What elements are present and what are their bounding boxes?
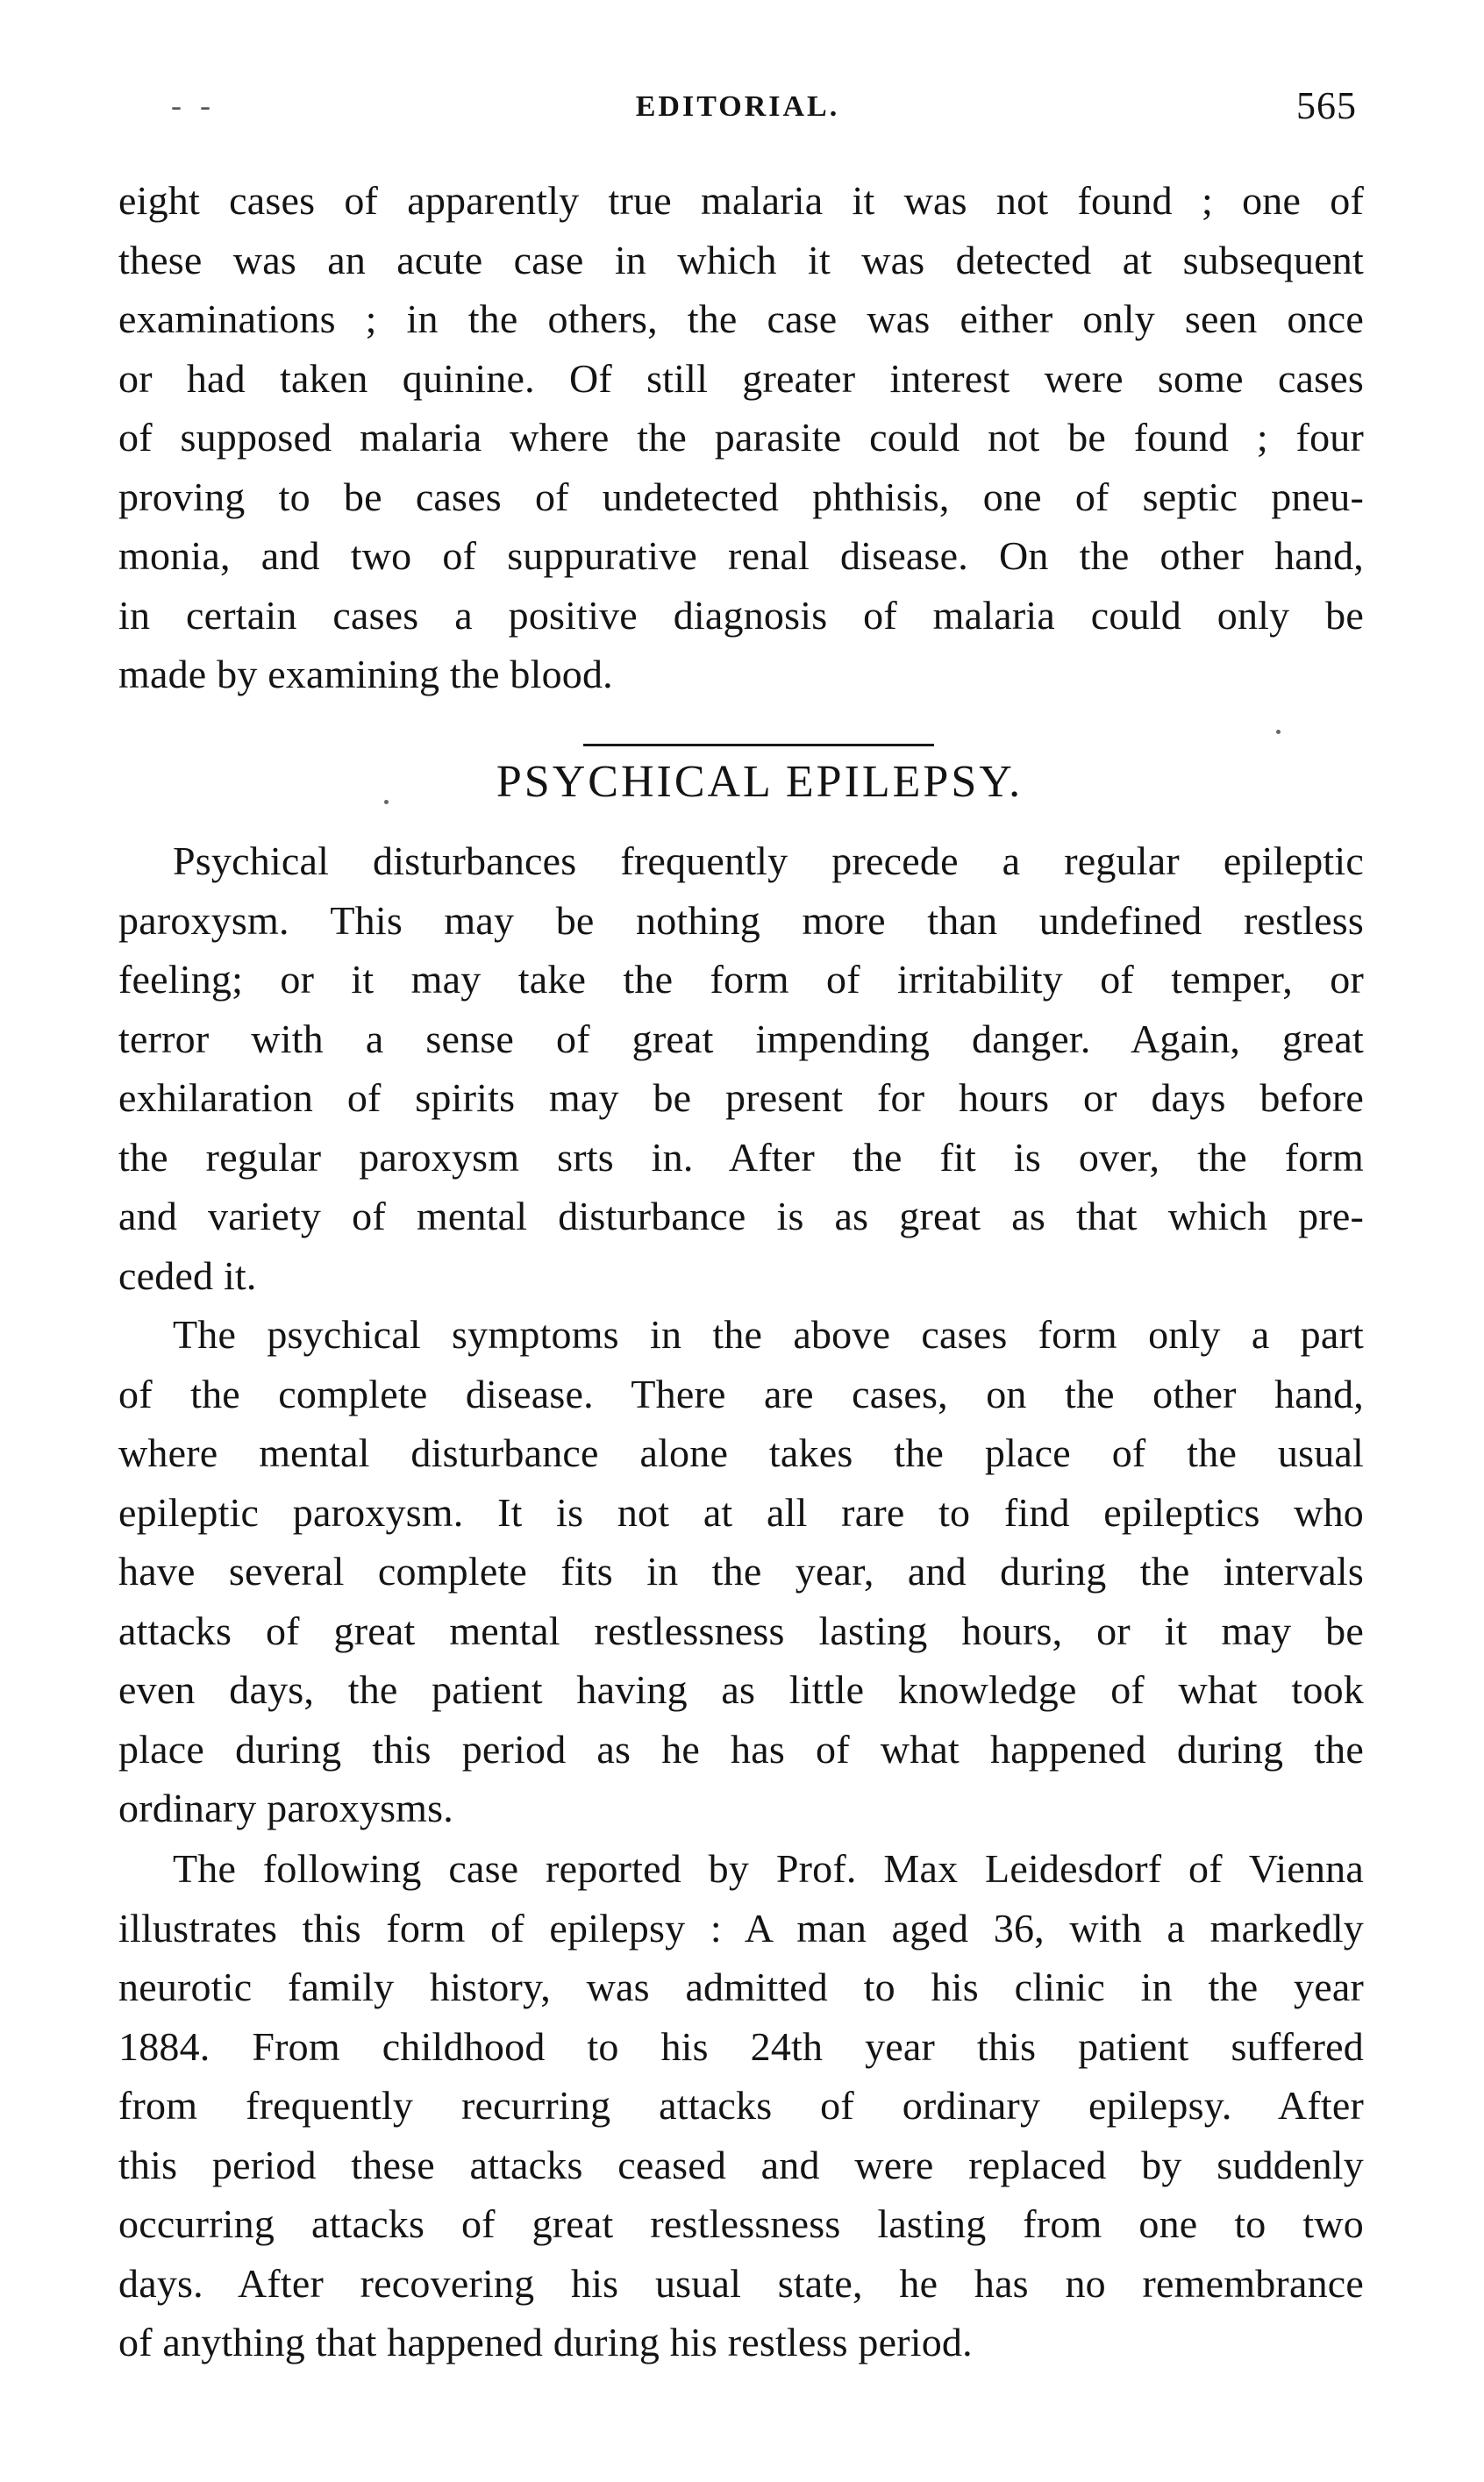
text-line: examinations ; in the others, the case was either only seen once [118,296,1364,341]
text-line: and variety of mental disturbance is as great as that which pre- [118,1194,1364,1238]
text-line: feeling; or it may take the form of irritability of temper, or [118,957,1364,1002]
paragraph [118,1305,1364,1838]
text-line: The following case reported by Prof. Max Leidesdorf of Vienna [173,1846,1364,1891]
text-line: neurotic family history, was admitted to his clinic in the year [118,1965,1364,2009]
text-line: have several complete fits in the year, and during the intervals [118,1549,1364,1594]
text-line: paroxysm. This may be nothing more than undefined restless [118,897,1364,943]
section-title: PSYCHICAL EPILEPSY. [496,757,1024,807]
text-line: even days, the patient having as little knowledge of what took [118,1667,1364,1712]
text-line: proving to be cases of undetected phthisis, one of septic pneu- [118,474,1364,519]
text-line: where mental disturbance alone takes the place of the usual [118,1430,1364,1475]
text-line: of the complete disease. There are cases, on the other hand, [118,1371,1364,1416]
section-divider [583,744,934,746]
continuation-paragraph [118,171,1364,704]
text-line: ceded it. [118,1252,257,1298]
text-line: days. After recovering his usual state, he has no remembrance [118,2260,1364,2306]
text-line: these was an acute case in which it was detected at subsequent [118,237,1364,282]
running-title: EDITORIAL. [635,90,840,123]
text-line: 1884. From childhood to his 24th year this patient suffered [118,2023,1364,2069]
text-line: the regular paroxysm srts in. After the fit is over, the form [118,1134,1364,1180]
text-line: illustrates this form of epilepsy : A man aged 36, with a markedly [118,1905,1364,1951]
text-line: monia, and two of suppurative renal disease. On the other hand, [118,533,1364,578]
text-line: from frequently recurring attacks of ordinary epilepsy. After [118,2083,1364,2128]
text-line: attacks of great mental restlessness lasting hours, or it may be [118,1608,1364,1653]
text-line: Psychical disturbances frequently precede a regular epileptic [173,838,1364,883]
text-line: or had taken quinine. Of still greater interest were some cases [118,355,1364,401]
text-line: made by examining the blood. [118,652,613,696]
text-line: occurring attacks of great restlessness lasting from one to two [118,2201,1364,2246]
text-line: ordinary paroxysms. [118,1786,453,1830]
text-line: of supposed malaria where the parasite could not be found ; four [118,415,1364,460]
text-line: The psychical symptoms in the above cases form only a part [173,1312,1364,1357]
text-line: eight cases of apparently true malaria it was not found ; one of [118,178,1364,223]
page-number: 565 [1296,84,1357,127]
text-line: this period these attacks ceased and were replaced by suddenly [118,2142,1364,2187]
running-header [118,83,1357,136]
text-line: epileptic paroxysm. It is not at all rare to find epileptics who [118,1489,1364,1535]
print-speck [1276,730,1281,734]
text-line: terror with a sense of great impending danger. Again, great [118,1016,1364,1061]
text-line: place during this period as he has of what happened during the [118,1726,1364,1772]
text-line: in certain cases a positive diagnosis of malaria could only be [118,592,1364,638]
text-line: exhilaration of spirits may be present for hours or days before [118,1075,1364,1120]
paragraph [118,831,1364,1305]
header-marks: - - [171,88,216,123]
text-line: of anything that happened during his restless period. [118,2320,973,2364]
paragraph [118,1839,1364,2372]
